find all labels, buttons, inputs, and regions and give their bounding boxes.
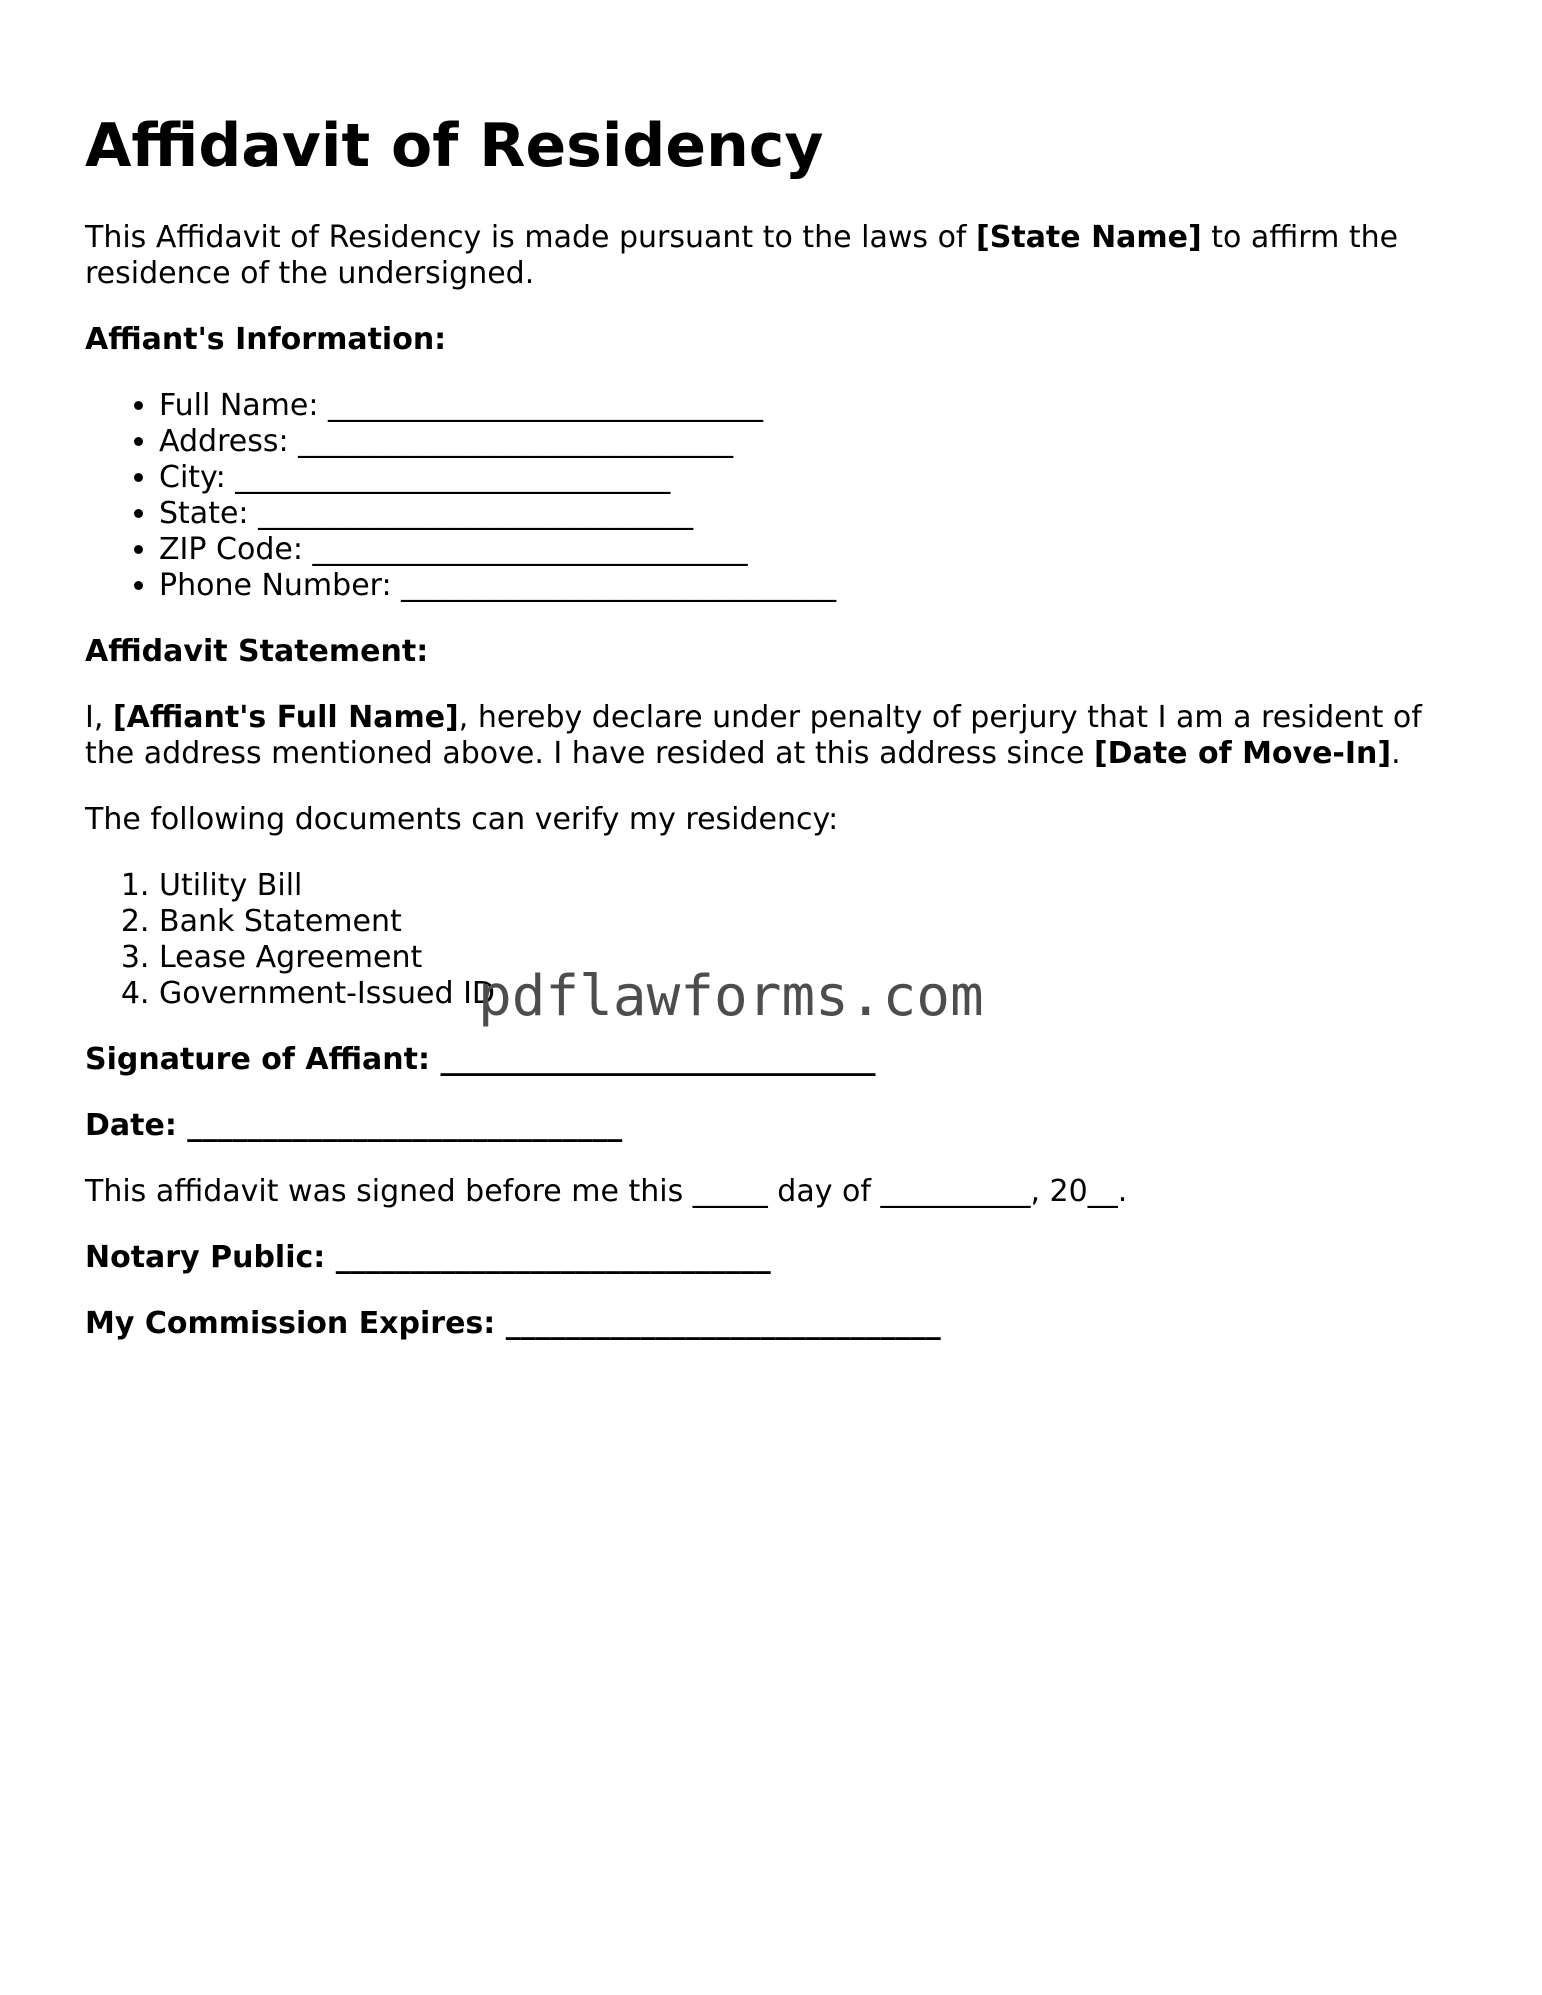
- watermark: pdflawforms.com: [478, 964, 984, 1029]
- document-item-government-id: 4. Government-Issued ID: [159, 976, 1465, 1012]
- full-name-label: Full Name:: [159, 388, 319, 423]
- commission-label: My Commission Expires:: [85, 1306, 496, 1341]
- statement-paragraph: [85, 700, 1465, 772]
- notary-label: Notary Public:: [85, 1240, 326, 1275]
- notary-statement: This affidavit was signed before me this _____ day of __________, 20__.: [85, 1174, 1128, 1209]
- documents-list: [85, 868, 1465, 1012]
- document-item-lease-agreement: 3. Lease Agreement: [159, 940, 1465, 976]
- intro-text-after: to affirm the residence of the undersigned.: [85, 220, 1399, 291]
- state-name-placeholder: [State Name]: [976, 220, 1202, 255]
- zip-code-blank: _____________________________: [312, 532, 748, 567]
- city-label: City:: [159, 460, 226, 495]
- list-item-city: [159, 460, 1465, 496]
- statement-part-1: I,: [85, 700, 113, 735]
- intro-paragraph: [85, 220, 1465, 292]
- document-title: Affidavit of Residency: [85, 111, 824, 181]
- full-name-blank: _____________________________: [328, 388, 763, 423]
- date-blank: _____________________________: [187, 1108, 623, 1143]
- list-item-state: [159, 496, 1465, 532]
- intro-text-before: This Affidavit of Residency is made pursuant to the laws of: [85, 220, 977, 255]
- signature-blank: _____________________________: [440, 1042, 876, 1077]
- document-item-utility-bill: 1. Utility Bill: [159, 868, 1465, 904]
- list-item-address: [159, 424, 1465, 460]
- document-item-bank-statement: 2. Bank Statement: [159, 904, 1465, 940]
- city-blank: _____________________________: [235, 460, 671, 495]
- move-in-date-placeholder: [Date of Move-In]: [1093, 736, 1392, 771]
- commission-line: [85, 1306, 1465, 1342]
- signature-line: [85, 1042, 1465, 1078]
- address-blank: _____________________________: [298, 424, 734, 459]
- phone-number-blank: _____________________________: [401, 568, 837, 603]
- affiant-info-heading: Affiant's Information:: [85, 322, 447, 357]
- address-label: Address:: [159, 424, 289, 459]
- documents-intro: The following documents can verify my residency:: [85, 802, 839, 837]
- signature-label: Signature of Affiant:: [85, 1042, 430, 1077]
- statement-part-3: .: [1391, 736, 1401, 771]
- notary-blank: _____________________________: [335, 1240, 771, 1275]
- date-label: Date:: [85, 1108, 177, 1143]
- commission-blank: _____________________________: [505, 1306, 941, 1341]
- list-item-full-name: [159, 388, 1465, 424]
- state-label: State:: [159, 496, 249, 531]
- list-item-phone-number: [159, 568, 1465, 604]
- date-line: [85, 1108, 1465, 1144]
- statement-heading: Affidavit Statement:: [85, 634, 429, 669]
- phone-number-label: Phone Number:: [159, 568, 392, 603]
- notary-line: [85, 1240, 1465, 1276]
- zip-code-label: ZIP Code:: [159, 532, 303, 567]
- affiant-info-list: [85, 388, 1465, 604]
- list-item-zip-code: [159, 532, 1465, 568]
- affiant-name-placeholder: [Affiant's Full Name]: [112, 700, 459, 735]
- state-blank: _____________________________: [258, 496, 694, 531]
- statement-part-2: , hereby declare under penalty of perjury that I am a resident of the address mentioned above. I have resided at this address since: [85, 700, 1422, 771]
- document-content: [85, 104, 1465, 1372]
